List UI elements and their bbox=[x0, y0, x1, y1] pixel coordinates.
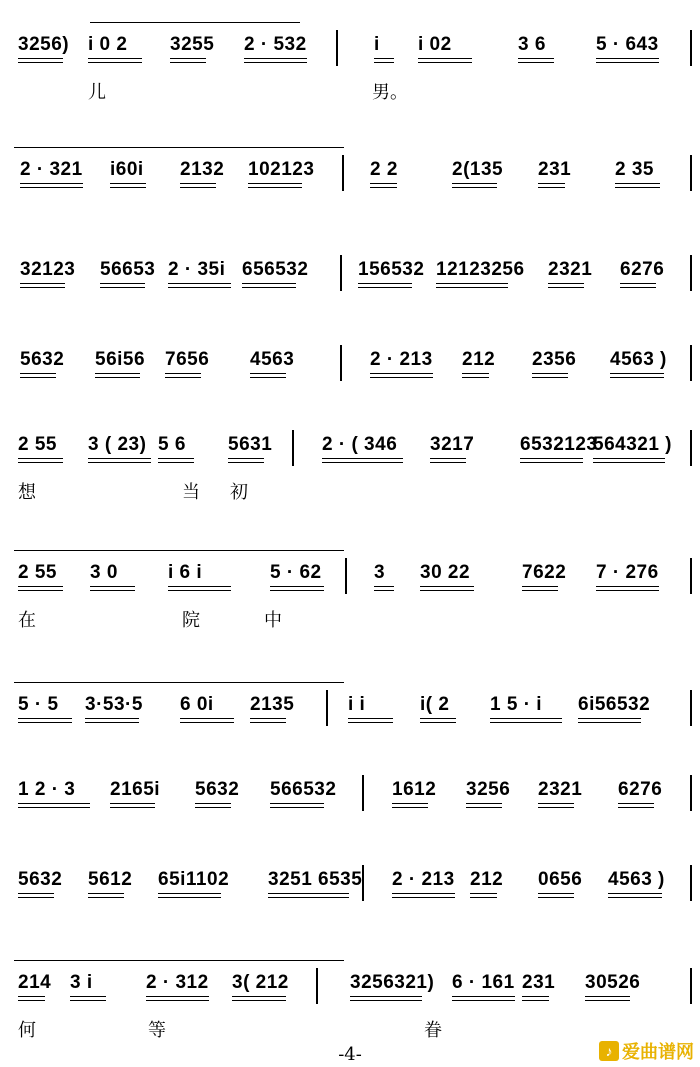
rhythm-underline bbox=[548, 287, 584, 288]
rhythm-underline bbox=[110, 807, 155, 808]
lyric-char: 在 bbox=[18, 610, 36, 631]
barline bbox=[690, 558, 692, 594]
notation-beat: 214 bbox=[18, 972, 52, 993]
rhythm-underline bbox=[596, 586, 659, 587]
notation-beat: 1 2 · 3 bbox=[18, 779, 76, 800]
notation-beat: 2 55 bbox=[18, 562, 57, 583]
notation-beat: 156532 bbox=[358, 259, 425, 280]
notation-beat: i 0 2 bbox=[88, 34, 128, 55]
lyric-char: 初 bbox=[230, 482, 248, 503]
phrase-slur bbox=[90, 22, 300, 23]
rhythm-underline bbox=[348, 718, 393, 719]
rhythm-underline bbox=[18, 1000, 45, 1001]
rhythm-underline bbox=[392, 893, 455, 894]
notation-beat: 656532 bbox=[242, 259, 309, 280]
rhythm-underline bbox=[270, 586, 324, 587]
rhythm-underline bbox=[18, 897, 54, 898]
rhythm-underline bbox=[100, 287, 145, 288]
rhythm-underline bbox=[470, 893, 497, 894]
rhythm-underline bbox=[596, 58, 659, 59]
notation-beat: 5 · 643 bbox=[596, 34, 659, 55]
rhythm-underline bbox=[20, 283, 65, 284]
rhythm-underline bbox=[168, 283, 231, 284]
rhythm-underline bbox=[228, 458, 264, 459]
rhythm-underline bbox=[620, 287, 656, 288]
notation-beat: 12123256 bbox=[436, 259, 525, 280]
rhythm-underline bbox=[20, 187, 83, 188]
rhythm-underline bbox=[165, 373, 201, 374]
rhythm-underline bbox=[615, 187, 660, 188]
notation-beat: 3 6 bbox=[518, 34, 546, 55]
rhythm-underline bbox=[146, 1000, 209, 1001]
rhythm-underline bbox=[180, 187, 216, 188]
rhythm-underline bbox=[270, 590, 324, 591]
rhythm-underline bbox=[242, 287, 296, 288]
rhythm-underline bbox=[88, 893, 124, 894]
notation-beat: 56653 bbox=[100, 259, 156, 280]
rhythm-underline bbox=[522, 1000, 549, 1001]
rhythm-underline bbox=[168, 586, 231, 587]
notation-beat: 2165i bbox=[110, 779, 161, 800]
rhythm-underline bbox=[462, 373, 489, 374]
notation-beat: 3·53·5 bbox=[85, 694, 143, 715]
lyric-char: 眷 bbox=[424, 1020, 442, 1041]
rhythm-underline bbox=[88, 897, 124, 898]
notation-beat: 32123 bbox=[20, 259, 76, 280]
rhythm-underline bbox=[420, 586, 474, 587]
rhythm-underline bbox=[548, 283, 584, 284]
rhythm-underline bbox=[18, 58, 63, 59]
rhythm-underline bbox=[348, 722, 393, 723]
rhythm-underline bbox=[350, 1000, 422, 1001]
rhythm-underline bbox=[538, 893, 574, 894]
rhythm-underline bbox=[180, 722, 234, 723]
rhythm-underline bbox=[90, 590, 135, 591]
rhythm-underline bbox=[270, 807, 324, 808]
lyric-char: 等 bbox=[148, 1020, 166, 1041]
rhythm-underline bbox=[250, 377, 286, 378]
barline bbox=[690, 430, 692, 466]
notation-beat: 3 ( 23) bbox=[88, 434, 147, 455]
rhythm-underline bbox=[18, 586, 63, 587]
notation-beat: 3256 bbox=[466, 779, 511, 800]
rhythm-underline bbox=[18, 62, 63, 63]
rhythm-underline bbox=[250, 718, 286, 719]
rhythm-underline bbox=[620, 283, 656, 284]
rhythm-underline bbox=[585, 1000, 630, 1001]
rhythm-underline bbox=[610, 377, 664, 378]
barline bbox=[362, 865, 364, 901]
notation-beat: 3256321) bbox=[350, 972, 435, 993]
rhythm-underline bbox=[358, 287, 412, 288]
rhythm-underline bbox=[532, 373, 568, 374]
rhythm-underline bbox=[88, 458, 151, 459]
notation-beat: i( 2 bbox=[420, 694, 450, 715]
lyric-char: 院 bbox=[182, 610, 200, 631]
barline bbox=[690, 865, 692, 901]
rhythm-underline bbox=[420, 722, 456, 723]
rhythm-underline bbox=[158, 462, 194, 463]
rhythm-underline bbox=[146, 996, 209, 997]
notation-beat: 2356 bbox=[532, 349, 577, 370]
phrase-slur bbox=[14, 682, 344, 683]
rhythm-underline bbox=[170, 62, 206, 63]
rhythm-underline bbox=[374, 590, 394, 591]
notation-beat: 2 · 312 bbox=[146, 972, 209, 993]
notation-beat: 212 bbox=[462, 349, 496, 370]
rhythm-underline bbox=[370, 377, 433, 378]
lyric-char: 当 bbox=[182, 482, 200, 503]
rhythm-underline bbox=[20, 377, 56, 378]
rhythm-underline bbox=[20, 373, 56, 374]
notation-beat: 212 bbox=[470, 869, 504, 890]
notation-beat: 3217 bbox=[430, 434, 475, 455]
rhythm-underline bbox=[158, 893, 221, 894]
rhythm-underline bbox=[522, 590, 558, 591]
rhythm-underline bbox=[615, 183, 660, 184]
rhythm-underline bbox=[538, 803, 574, 804]
rhythm-underline bbox=[18, 462, 63, 463]
rhythm-underline bbox=[270, 803, 324, 804]
barline bbox=[690, 255, 692, 291]
rhythm-underline bbox=[322, 458, 403, 459]
rhythm-underline bbox=[420, 590, 474, 591]
barline bbox=[690, 345, 692, 381]
rhythm-underline bbox=[195, 803, 231, 804]
rhythm-underline bbox=[452, 1000, 515, 1001]
notation-beat: 5 6 bbox=[158, 434, 186, 455]
rhythm-underline bbox=[490, 718, 562, 719]
rhythm-underline bbox=[165, 377, 201, 378]
rhythm-underline bbox=[618, 807, 654, 808]
notation-beat: 1 5 · i bbox=[490, 694, 543, 715]
lyric-char: 儿 bbox=[88, 82, 106, 103]
rhythm-underline bbox=[70, 996, 106, 997]
rhythm-underline bbox=[168, 287, 231, 288]
notation-beat: 3256) bbox=[18, 34, 70, 55]
notation-beat: 4563 ) bbox=[610, 349, 667, 370]
notation-beat: 6532123 bbox=[520, 434, 598, 455]
notation-beat: 6276 bbox=[618, 779, 663, 800]
notation-beat: i i bbox=[348, 694, 366, 715]
rhythm-underline bbox=[436, 287, 508, 288]
rhythm-underline bbox=[538, 897, 574, 898]
barline bbox=[690, 155, 692, 191]
barline bbox=[690, 690, 692, 726]
rhythm-underline bbox=[232, 996, 286, 997]
barline bbox=[690, 775, 692, 811]
rhythm-underline bbox=[85, 722, 139, 723]
rhythm-underline bbox=[18, 458, 63, 459]
rhythm-underline bbox=[538, 807, 574, 808]
rhythm-underline bbox=[596, 590, 659, 591]
rhythm-underline bbox=[522, 586, 558, 587]
rhythm-underline bbox=[578, 722, 641, 723]
rhythm-underline bbox=[578, 718, 641, 719]
rhythm-underline bbox=[610, 373, 664, 374]
notation-beat: 30526 bbox=[585, 972, 641, 993]
notation-beat: 564321 ) bbox=[593, 434, 673, 455]
rhythm-underline bbox=[608, 893, 662, 894]
barline bbox=[292, 430, 294, 466]
rhythm-underline bbox=[180, 718, 234, 719]
notation-beat: 2 · 213 bbox=[392, 869, 455, 890]
rhythm-underline bbox=[520, 462, 583, 463]
notation-beat: 231 bbox=[538, 159, 572, 180]
barline bbox=[690, 968, 692, 1004]
rhythm-underline bbox=[248, 183, 302, 184]
rhythm-underline bbox=[430, 458, 466, 459]
rhythm-underline bbox=[90, 586, 135, 587]
notation-beat: 2 · 35i bbox=[168, 259, 226, 280]
notation-beat: 56i56 bbox=[95, 349, 146, 370]
notation-beat: 3( 212 bbox=[232, 972, 289, 993]
rhythm-underline bbox=[95, 377, 140, 378]
notation-beat: 5 · 62 bbox=[270, 562, 322, 583]
barline bbox=[316, 968, 318, 1004]
notation-beat: 2 · 213 bbox=[370, 349, 433, 370]
rhythm-underline bbox=[250, 373, 286, 374]
rhythm-underline bbox=[618, 803, 654, 804]
rhythm-underline bbox=[374, 58, 394, 59]
notation-beat: 3 bbox=[374, 562, 386, 583]
notation-beat: i 02 bbox=[418, 34, 452, 55]
rhythm-underline bbox=[596, 62, 659, 63]
phrase-slur bbox=[14, 147, 344, 148]
rhythm-underline bbox=[392, 897, 455, 898]
notation-beat: 2(135 bbox=[452, 159, 504, 180]
rhythm-underline bbox=[538, 187, 565, 188]
rhythm-underline bbox=[392, 803, 428, 804]
notation-beat: 7622 bbox=[522, 562, 567, 583]
notation-beat: 2 2 bbox=[370, 159, 398, 180]
notation-beat: 3255 bbox=[170, 34, 215, 55]
rhythm-underline bbox=[466, 807, 502, 808]
rhythm-underline bbox=[88, 62, 142, 63]
rhythm-underline bbox=[490, 722, 562, 723]
rhythm-underline bbox=[522, 996, 549, 997]
rhythm-underline bbox=[248, 187, 302, 188]
rhythm-underline bbox=[370, 183, 397, 184]
lyric-char: 男。 bbox=[372, 82, 408, 103]
rhythm-underline bbox=[466, 803, 502, 804]
rhythm-underline bbox=[538, 183, 565, 184]
lyric-char: 想 bbox=[18, 482, 36, 503]
notation-beat: 0656 bbox=[538, 869, 583, 890]
notation-beat: 2 · 321 bbox=[20, 159, 83, 180]
rhythm-underline bbox=[430, 462, 466, 463]
notation-beat: 5612 bbox=[88, 869, 133, 890]
notation-beat: 3251 6535 bbox=[268, 869, 363, 890]
rhythm-underline bbox=[452, 187, 497, 188]
notation-beat: 6i56532 bbox=[578, 694, 651, 715]
notation-beat: 2 · ( 346 bbox=[322, 434, 398, 455]
rhythm-underline bbox=[18, 996, 45, 997]
rhythm-underline bbox=[418, 58, 472, 59]
rhythm-underline bbox=[228, 462, 264, 463]
notation-beat: 231 bbox=[522, 972, 556, 993]
rhythm-underline bbox=[436, 283, 508, 284]
rhythm-underline bbox=[18, 803, 90, 804]
page-number: -4- bbox=[338, 1044, 362, 1065]
barline bbox=[362, 775, 364, 811]
notation-beat: 2 55 bbox=[18, 434, 57, 455]
notation-beat: 2 · 532 bbox=[244, 34, 307, 55]
notation-beat: 5632 bbox=[20, 349, 65, 370]
rhythm-underline bbox=[70, 1000, 106, 1001]
rhythm-underline bbox=[462, 377, 489, 378]
rhythm-underline bbox=[180, 183, 216, 184]
rhythm-underline bbox=[322, 462, 403, 463]
rhythm-underline bbox=[110, 183, 146, 184]
notation-beat: 102123 bbox=[248, 159, 315, 180]
rhythm-underline bbox=[608, 897, 662, 898]
rhythm-underline bbox=[242, 283, 296, 284]
notation-beat: 30 22 bbox=[420, 562, 471, 583]
rhythm-underline bbox=[18, 722, 72, 723]
notation-beat: 65i1102 bbox=[158, 869, 230, 890]
rhythm-underline bbox=[418, 62, 472, 63]
rhythm-underline bbox=[532, 377, 568, 378]
rhythm-underline bbox=[20, 183, 83, 184]
rhythm-underline bbox=[370, 187, 397, 188]
rhythm-underline bbox=[88, 58, 142, 59]
rhythm-underline bbox=[593, 462, 665, 463]
rhythm-underline bbox=[520, 458, 583, 459]
rhythm-underline bbox=[420, 718, 456, 719]
rhythm-underline bbox=[110, 803, 155, 804]
notation-beat: 6 0i bbox=[180, 694, 214, 715]
notation-beat: 5631 bbox=[228, 434, 273, 455]
rhythm-underline bbox=[374, 586, 394, 587]
notation-beat: 566532 bbox=[270, 779, 337, 800]
rhythm-underline bbox=[358, 283, 412, 284]
rhythm-underline bbox=[232, 1000, 286, 1001]
notation-beat: 2135 bbox=[250, 694, 295, 715]
notation-beat: 2321 bbox=[538, 779, 583, 800]
music-note-icon: ♪ bbox=[599, 1041, 619, 1061]
rhythm-underline bbox=[392, 807, 428, 808]
notation-beat: 6276 bbox=[620, 259, 665, 280]
rhythm-underline bbox=[593, 458, 665, 459]
rhythm-underline bbox=[110, 187, 146, 188]
rhythm-underline bbox=[518, 62, 554, 63]
lyric-char: 中 bbox=[264, 610, 282, 631]
rhythm-underline bbox=[158, 458, 194, 459]
rhythm-underline bbox=[158, 897, 221, 898]
phrase-slur bbox=[14, 550, 344, 551]
notation-beat: i 6 i bbox=[168, 562, 203, 583]
rhythm-underline bbox=[18, 893, 54, 894]
notation-beat: 7656 bbox=[165, 349, 210, 370]
rhythm-underline bbox=[195, 807, 231, 808]
rhythm-underline bbox=[20, 287, 65, 288]
rhythm-underline bbox=[585, 996, 630, 997]
rhythm-underline bbox=[100, 283, 145, 284]
notation-beat: i bbox=[374, 34, 380, 55]
notation-beat: 3 0 bbox=[90, 562, 118, 583]
notation-beat: 5632 bbox=[195, 779, 240, 800]
rhythm-underline bbox=[244, 58, 307, 59]
rhythm-underline bbox=[250, 722, 286, 723]
rhythm-underline bbox=[88, 462, 151, 463]
barline bbox=[340, 255, 342, 291]
notation-beat: 6 · 161 bbox=[452, 972, 515, 993]
barline bbox=[690, 30, 692, 66]
notation-beat: 2132 bbox=[180, 159, 225, 180]
rhythm-underline bbox=[452, 996, 515, 997]
rhythm-underline bbox=[85, 718, 139, 719]
rhythm-underline bbox=[18, 807, 90, 808]
watermark-text: 爱曲谱网 bbox=[622, 1042, 694, 1063]
barline bbox=[336, 30, 338, 66]
notation-beat: 2 35 bbox=[615, 159, 654, 180]
rhythm-underline bbox=[518, 58, 554, 59]
notation-beat: 4563 bbox=[250, 349, 295, 370]
notation-beat: 7 · 276 bbox=[596, 562, 659, 583]
notation-beat: i60i bbox=[110, 159, 144, 180]
rhythm-underline bbox=[168, 590, 231, 591]
rhythm-underline bbox=[170, 58, 206, 59]
lyric-char: 何 bbox=[18, 1020, 36, 1041]
rhythm-underline bbox=[18, 718, 72, 719]
notation-beat: 2321 bbox=[548, 259, 593, 280]
phrase-slur bbox=[14, 960, 344, 961]
rhythm-underline bbox=[18, 590, 63, 591]
rhythm-underline bbox=[268, 897, 349, 898]
barline bbox=[345, 558, 347, 594]
barline bbox=[340, 345, 342, 381]
rhythm-underline bbox=[350, 996, 422, 997]
notation-beat: 3 i bbox=[70, 972, 93, 993]
rhythm-underline bbox=[370, 373, 433, 374]
notation-beat: 5 · 5 bbox=[18, 694, 59, 715]
barline bbox=[342, 155, 344, 191]
rhythm-underline bbox=[268, 893, 349, 894]
rhythm-underline bbox=[244, 62, 307, 63]
rhythm-underline bbox=[452, 183, 497, 184]
rhythm-underline bbox=[95, 373, 140, 374]
rhythm-underline bbox=[470, 897, 497, 898]
notation-beat: 1612 bbox=[392, 779, 437, 800]
notation-beat: 4563 ) bbox=[608, 869, 665, 890]
rhythm-underline bbox=[374, 62, 394, 63]
barline bbox=[326, 690, 328, 726]
notation-beat: 5632 bbox=[18, 869, 63, 890]
watermark bbox=[599, 1038, 694, 1064]
